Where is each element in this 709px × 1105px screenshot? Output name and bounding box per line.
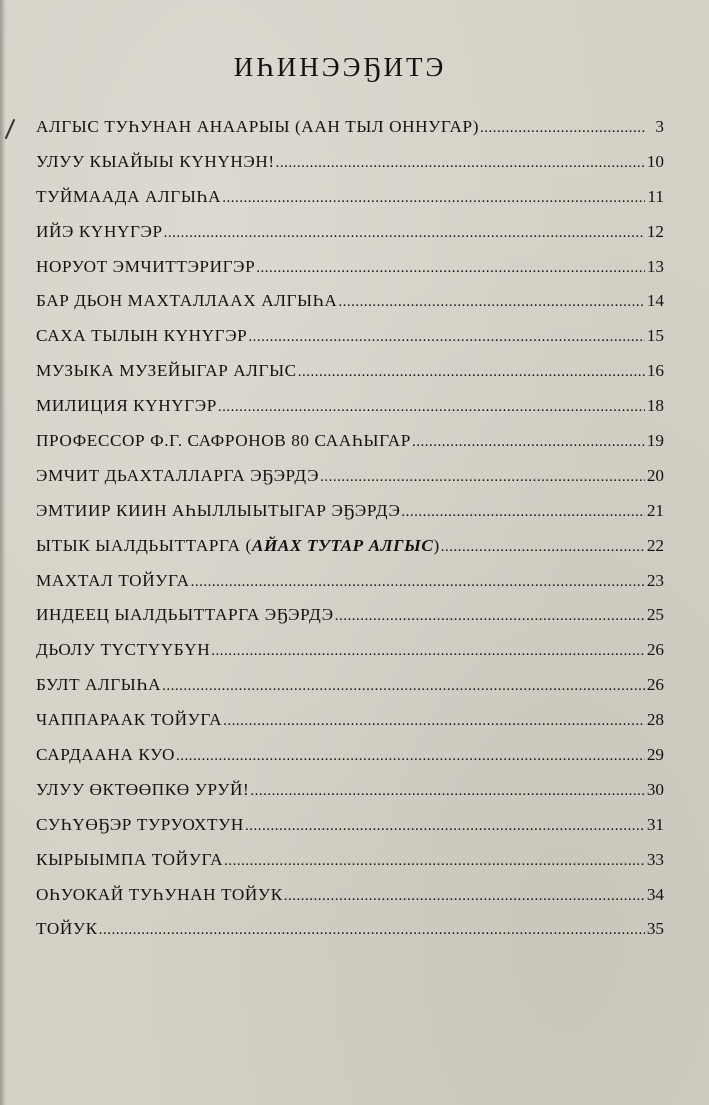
toc-entry-title-text: ЧАППАРААК ТОЙУГА xyxy=(36,710,223,730)
toc-entry-title xyxy=(36,846,223,874)
toc-entry-title-text: ИЙЭ КҮНҮГЭР xyxy=(36,221,163,241)
toc-entry-title xyxy=(36,427,411,455)
dot-leader xyxy=(222,183,645,212)
toc-page-number: 12 xyxy=(646,221,664,241)
dot-leader xyxy=(250,776,645,805)
toc-entry[interactable] xyxy=(36,741,664,776)
toc-page-number: 14 xyxy=(646,291,664,311)
toc-entry-title xyxy=(36,287,337,315)
toc-entry-title xyxy=(36,776,249,804)
toc-entry[interactable] xyxy=(36,148,664,183)
toc-entry[interactable] xyxy=(36,567,664,602)
toc-page-number: 26 xyxy=(646,640,664,660)
dot-leader xyxy=(276,148,645,177)
toc-entry[interactable] xyxy=(36,601,664,636)
dot-leader xyxy=(211,636,645,665)
toc-entry[interactable] xyxy=(36,287,664,322)
toc-entry-title-text: УЛУУ ӨКТӨӨПКӨ УРУЙ! xyxy=(36,779,250,799)
toc-entry[interactable] xyxy=(36,811,664,846)
toc-entry[interactable] xyxy=(36,497,664,532)
page-edge-shadow xyxy=(0,0,6,1105)
table-of-contents xyxy=(36,113,664,950)
dot-leader xyxy=(441,532,645,561)
toc-entry-title-text: ОҺУОКАЙ ТУҺУНАН ТОЙУК xyxy=(36,884,283,904)
toc-entry[interactable] xyxy=(36,322,664,357)
dot-leader xyxy=(162,671,645,700)
toc-entry-title-text: ТУЙМААДА АЛГЫҺА xyxy=(36,186,222,206)
toc-entry[interactable] xyxy=(36,671,664,706)
toc-entry-title-text: БАР ДЬОН МАХТАЛЛААХ АЛГЫҺА xyxy=(36,291,338,311)
toc-entry[interactable] xyxy=(36,427,664,462)
toc-entry[interactable] xyxy=(36,881,664,916)
toc-entry-title-text: УЛУУ КЫАЙЫЫ КҮНҮНЭН! xyxy=(36,151,275,171)
toc-entry[interactable] xyxy=(36,253,664,288)
toc-entry-title xyxy=(36,915,98,943)
toc-entry[interactable] xyxy=(36,706,664,741)
toc-page-number: 33 xyxy=(646,849,664,869)
toc-entry-title-text: САХА ТЫЛЫН КҮНҮГЭР xyxy=(36,326,248,346)
toc-page-number: 15 xyxy=(646,326,664,346)
toc-entry-title xyxy=(36,636,210,664)
toc-entry-title-text: ЭМЧИТ ДЬАХТАЛЛАРГА ЭҔЭРДЭ xyxy=(36,465,320,485)
toc-page-number: 16 xyxy=(646,361,664,381)
dot-leader xyxy=(191,567,645,596)
dot-leader xyxy=(256,253,645,282)
toc-entry-title xyxy=(36,601,334,629)
toc-entry-title xyxy=(36,671,161,699)
toc-entry-title xyxy=(36,322,247,350)
dot-leader xyxy=(480,113,646,142)
dot-leader xyxy=(218,392,645,421)
pencil-tick-mark xyxy=(2,118,16,140)
toc-entry[interactable] xyxy=(36,357,664,392)
toc-entry[interactable] xyxy=(36,392,664,427)
toc-entry[interactable] xyxy=(36,846,664,881)
toc-page-number: 20 xyxy=(646,465,664,485)
toc-entry-title-text: ИНДЕЕЦ ЫАЛДЬЫТТАРГА ЭҔЭРДЭ xyxy=(36,605,334,625)
toc-entry-title xyxy=(36,462,319,490)
toc-entry[interactable] xyxy=(36,462,664,497)
dot-leader xyxy=(401,497,644,526)
toc-page-number: 21 xyxy=(646,500,664,520)
toc-page-number: 3 xyxy=(655,117,664,136)
toc-entry-title-text: АЛГЫС ТУҺУНАН АНААРЫЫ (ААН ТЫЛ ОННУГАР) xyxy=(36,117,480,136)
toc-entry-title xyxy=(36,881,283,909)
dot-leader xyxy=(99,915,645,944)
toc-entry[interactable] xyxy=(36,183,664,218)
dot-leader xyxy=(224,846,645,875)
dot-leader xyxy=(223,706,645,735)
toc-entry-title xyxy=(36,392,217,420)
toc-page-number: 19 xyxy=(646,431,664,451)
toc-page-number: 30 xyxy=(646,779,664,799)
toc-entry-title-text: НОРУОТ ЭМЧИТТЭРИГЭР xyxy=(36,256,256,276)
toc-entry-title xyxy=(36,706,222,734)
toc-entry-title xyxy=(36,497,400,525)
toc-page-number: 34 xyxy=(646,884,664,904)
dot-leader xyxy=(176,741,645,770)
toc-entry-title-italic: АЙАХ ТУТАР АЛГЫС xyxy=(251,535,434,555)
toc-page-number: 29 xyxy=(646,745,664,765)
toc-page-number: 18 xyxy=(646,396,664,416)
toc-entry-title xyxy=(36,811,244,839)
toc-entry-title-text: СУҺҮӨҔЭР ТУРУОХТУН xyxy=(36,814,244,834)
toc-entry-title-tail: ) xyxy=(433,535,440,555)
toc-entry-title xyxy=(36,741,175,769)
toc-entry[interactable] xyxy=(36,532,664,567)
toc-entry-title xyxy=(36,113,479,141)
toc-entry[interactable] xyxy=(36,218,664,253)
dot-leader xyxy=(248,322,644,351)
toc-entry[interactable] xyxy=(36,636,664,671)
toc-page-number: 23 xyxy=(646,570,664,590)
toc-entry-title xyxy=(36,148,275,176)
toc-entry-title-text: МУЗЫКА МУЗЕЙЫГАР АЛГЫС xyxy=(36,361,297,381)
dot-leader xyxy=(412,427,645,456)
toc-entry-title-text: ЭМТИИР КИИН АҺЫЛЛЫЫТЫГАР ЭҔЭРДЭ xyxy=(36,500,401,520)
dot-leader xyxy=(338,287,644,316)
toc-page-number: 35 xyxy=(646,919,664,939)
toc-page-number: 28 xyxy=(646,710,664,730)
toc-page-number: 10 xyxy=(646,151,664,171)
toc-entry-title-text: МИЛИЦИЯ КҮНҮГЭР xyxy=(36,396,217,416)
dot-leader xyxy=(320,462,645,491)
toc-entry[interactable] xyxy=(36,113,664,148)
toc-entry-title-text: САРДААНА КУО xyxy=(36,745,175,765)
toc-page-number: 11 xyxy=(647,186,664,206)
toc-entry-title xyxy=(36,567,190,595)
dot-leader xyxy=(298,357,645,386)
toc-entry[interactable] xyxy=(36,915,664,950)
toc-entry-title-text: ПРОФЕССОР Ф.Г. САФРОНОВ 80 СААҺЫГАР xyxy=(36,431,411,451)
toc-page-number: 22 xyxy=(646,535,664,555)
toc-page-number: 26 xyxy=(646,675,664,695)
toc-page-number: 31 xyxy=(646,814,664,834)
toc-entry-title-text: ЫТЫК ЫАЛДЬЫТТАРГА ( xyxy=(36,535,252,555)
toc-entry-title xyxy=(36,357,297,385)
page-title: ИҺИНЭЭҔИТЭ xyxy=(233,52,447,82)
toc-page-number: 13 xyxy=(646,256,664,276)
toc-entry-title-text: ДЬОЛУ ТҮСТҮҮБҮН xyxy=(36,640,211,660)
toc-entry-title-text: БУЛТ АЛГЫҺА xyxy=(36,675,162,695)
toc-entry-title-text: МАХТАЛ ТОЙУГА xyxy=(36,570,190,590)
toc-page-number: 25 xyxy=(646,605,664,625)
toc-entry-title xyxy=(36,183,221,211)
toc-entry-title-text: КЫРЫЫМПА ТОЙУГА xyxy=(36,849,224,869)
dot-leader xyxy=(284,881,645,910)
dot-leader xyxy=(164,218,645,247)
dot-leader xyxy=(335,601,645,630)
toc-entry-title xyxy=(36,218,163,246)
dot-leader xyxy=(245,811,645,840)
toc-entry-title xyxy=(36,532,440,560)
toc-entry-title-text: ТОЙУК xyxy=(36,919,98,939)
toc-entry[interactable] xyxy=(36,776,664,811)
toc-entry-title xyxy=(36,253,255,281)
